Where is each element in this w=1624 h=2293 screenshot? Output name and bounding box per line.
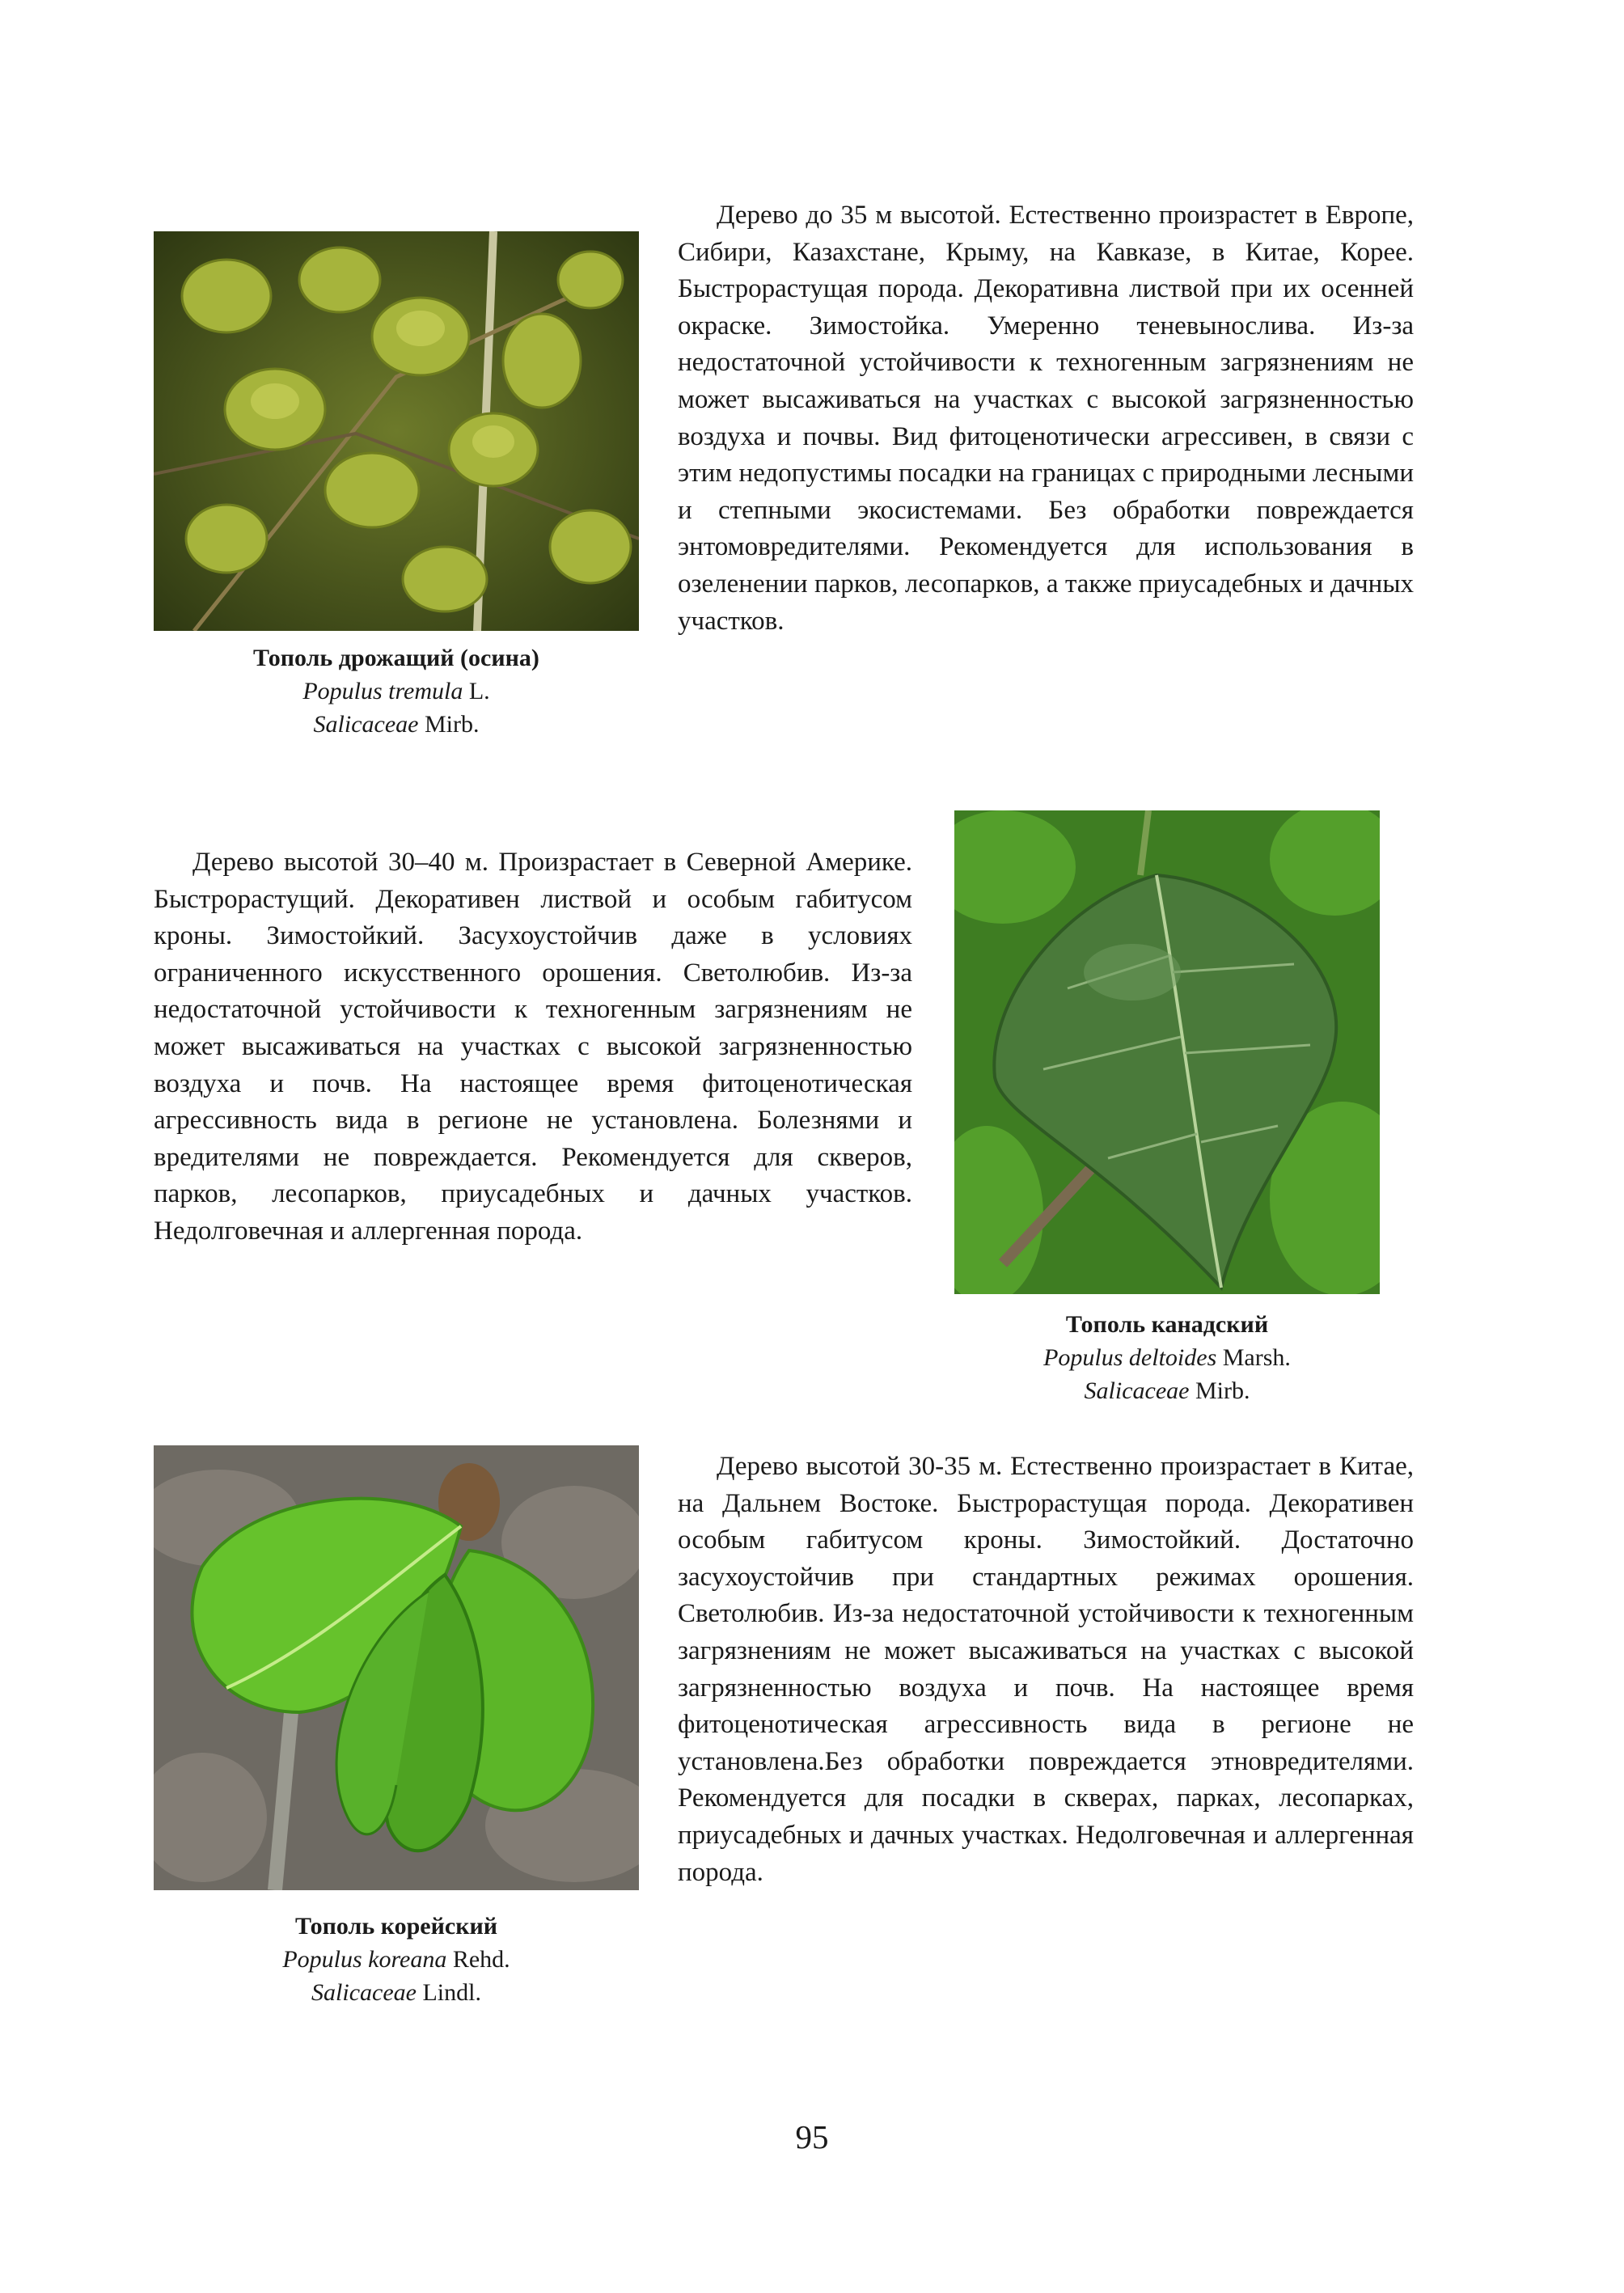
aspen-leaves-image — [154, 231, 639, 631]
aspen-family-line — [154, 708, 639, 741]
canadian-photo — [954, 810, 1380, 1294]
canadian-family-line — [954, 1374, 1380, 1407]
aspen-species-author: L. — [463, 678, 490, 704]
korean-family-author: Lindl. — [416, 1979, 481, 2006]
aspen-species-line — [154, 675, 639, 708]
aspen-photo — [154, 231, 639, 631]
korean-leaves-image — [154, 1445, 639, 1890]
page-number: 95 — [795, 2118, 829, 2156]
canadian-species-latin: Populus deltoides — [1043, 1344, 1217, 1371]
korean-family-latin: Salicaceae — [311, 1979, 417, 2006]
korean-species-line — [154, 1943, 639, 1976]
canadian-description: Дерево высотой 30–40 м. Произрастает в Северной Америке. Быстрорастущий. Декоративен листвой и особым габитусом кроны. Зимостойкий. Засухоустойчив даже в условиях ограниченного искусственного орошения. Светолюбив. Из-за недостаточной устойчивости к техногенным загрязнениям не может высаживаться на участках с высокой загрязненностью воздуха и почв. На настоящее время фитоценотическая агрессивность вида в регионе не установлена. Болезнями и вредителями не повреждается. Рекомендуется для скверов, парков, лесопарков, приусадебных и дачных участков. Недолговечная и аллергенная порода. — [154, 848, 912, 1246]
canadian-leaf-image — [954, 810, 1380, 1294]
korean-family-line — [154, 1976, 639, 2009]
aspen-description: Дерево до 35 м высотой. Естественно произрастет в Европе, Сибири, Казахстане, Крыму, на Кавказе, в Китае, Корее. Быстрорастущая порода. Декоративна листвой при их осенней окраске. Зимостойка. Умеренно теневынослива. Из-за недостаточной устойчивости к техногенным загрязнениям не может высаживаться на участках с высокой загрязненностью воздуха и почвы. Вид фитоценотически агрессивен, в связи с этим недопустимы посадки на границах с природными лесными и степными экосистемами. Без обработки повреждается энтомовредителями. Рекомендуется для использования в озеленении парков, лесопарков, а также приусадебных и дачных участков. — [678, 201, 1414, 636]
korean-description: Дерево высотой 30-35 м. Естественно произрастает в Китае, на Дальнем Востоке. Быстрорастущая порода. Декоративен особым габитусом кроны. Зимостойкий. Достаточно засухоустойчив при стандартных режимах орошения. Светолюбив. Из-за недостаточной устойчивости к техногенным загрязнениям не может высаживаться на участках с высокой загрязненностью воздуха и почв. На настоящее время фитоценотическая агрессивность вида в регионе не установлена.Без обработки повреждается этновредителями. Рекомендуется для посадки в скверах, парках, лесопарках, приусадебных и дачных участках. Недолговечная и аллергенная порода. — [678, 1452, 1414, 1887]
canadian-family-latin: Salicaceae — [1084, 1377, 1190, 1404]
korean-species-author: Rehd. — [446, 1946, 510, 1973]
canadian-name: Тополь канадский — [1065, 1311, 1269, 1338]
korean-caption — [154, 1910, 639, 2009]
korean-photo — [154, 1445, 639, 1890]
aspen-family-author: Mirb. — [418, 711, 480, 738]
canadian-species-line — [954, 1341, 1380, 1374]
aspen-species-latin: Populus tremula — [302, 678, 463, 704]
canadian-species-author: Marsh. — [1216, 1344, 1291, 1371]
canadian-caption — [954, 1308, 1380, 1407]
korean-name: Тополь корейский — [294, 1913, 498, 1940]
aspen-name: Тополь дрожащий (осина) — [253, 645, 539, 671]
canadian-family-author: Mirb. — [1189, 1377, 1250, 1404]
aspen-caption — [154, 641, 639, 741]
korean-species-latin: Populus koreana — [282, 1946, 447, 1973]
aspen-family-latin: Salicaceae — [313, 711, 419, 738]
